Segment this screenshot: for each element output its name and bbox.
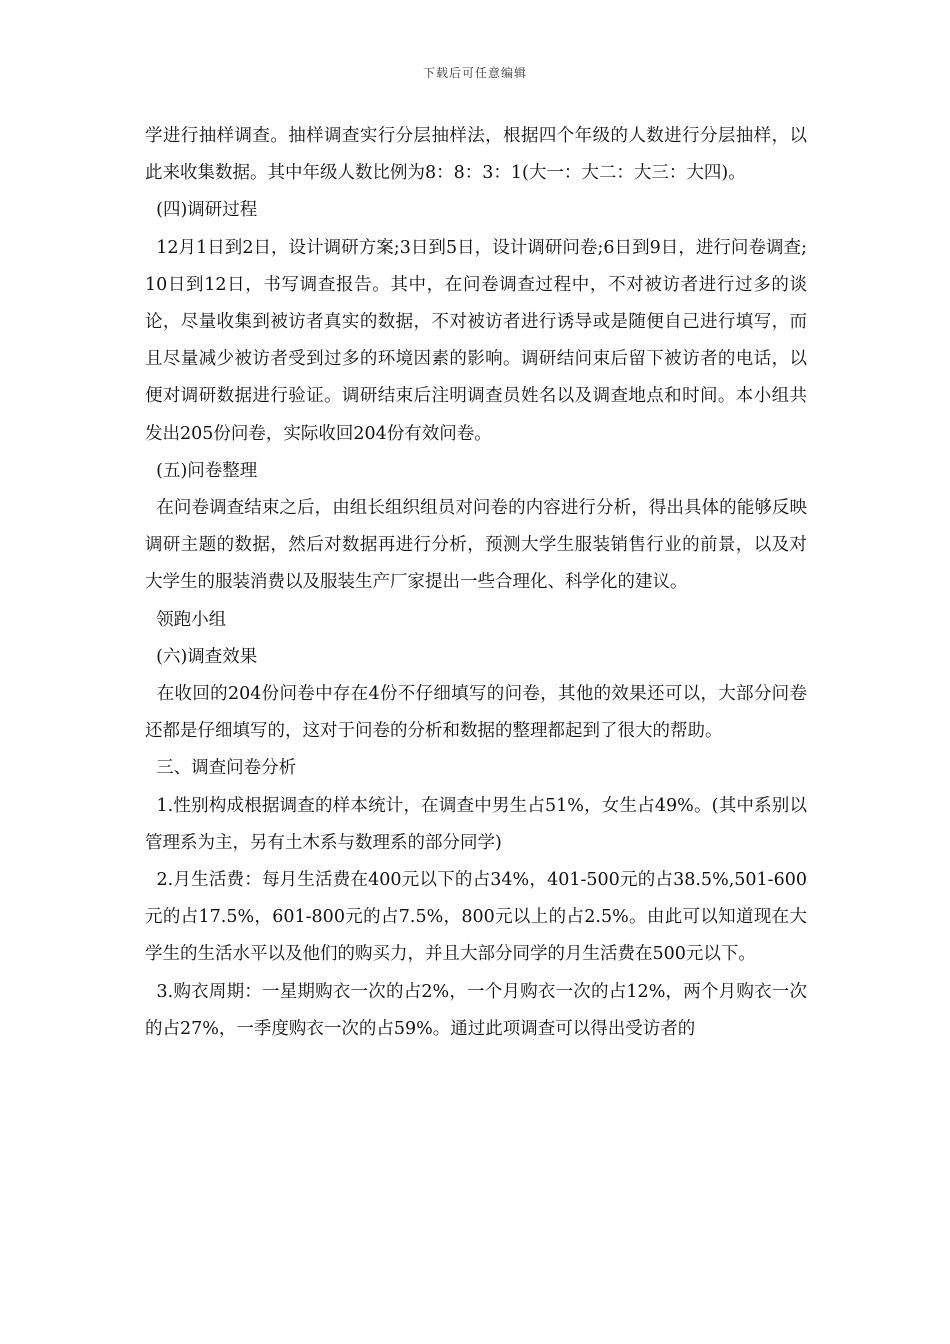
heading-survey-effect: (六)调查效果 bbox=[145, 646, 258, 667]
heading-questionnaire-sorting: (五)问卷整理 bbox=[145, 460, 258, 481]
paragraph-questionnaire-sorting: 在问卷调查结束之后，由组长组织组员对问卷的内容进行分析，得出具体的能够反映调研主题的数据，然后对数据再进行分析，预测大学生服装销售行业的前景，以及对大学生的服装消费以及服装生产厂家提出一些合理化、科学化的建议。 bbox=[145, 498, 807, 593]
paragraph-survey-effect: 在收回的204份问卷中存在4份不仔细填写的问卷，其他的效果还可以，大部分问卷还都是仔细填写的，这对于问卷的分析和数据的整理都起到了很大的帮助。 bbox=[145, 684, 807, 742]
page-header: 下载后可任意编辑 bbox=[422, 66, 527, 80]
group-name: 领跑小组 bbox=[145, 609, 227, 630]
paragraph-clothing-purchase-cycle: 3.购衣周期：一星期购衣一次的占2%，一个月购衣一次的占12%，两个月购衣一次的占27%，一季度购衣一次的占59%。通过此项调查可以得出受访者的 bbox=[145, 981, 807, 1039]
document-body bbox=[145, 118, 807, 1048]
heading-questionnaire-analysis: 三、调查问卷分析 bbox=[145, 758, 297, 779]
heading-research-process: (四)调研过程 bbox=[145, 200, 258, 221]
paragraph-monthly-living-expenses: 2.月生活费：每月生活费在400元以下的占34%，401-500元的占38.5%,501-600元的占17.5%，601-800元的占7.5%，800元以上的占2.5%。由此可以知道现在大学生的生活水平以及他们的购买力，并且大部分同学的月生活费在500元以下。 bbox=[145, 870, 807, 965]
paragraph-research-process: 12月1日到2日，设计调研方案;3日到5日，设计调研问卷;6日到9日，进行问卷调查;10日到12日，书写调查报告。其中，在问卷调查过程中，不对被访者进行过多的谈论，尽量收集到被访者真实的数据，不对被访者进行诱导或是随便自己进行填写，而且尽量减少被访者受到过多的环境因素的影响。调研结问束后留下被访者的电话，以便对调研数据进行验证。调研结束后注明调查员姓名以及调查地点和时间。本小组共发出205份问卷，实际收回204份有效问卷。 bbox=[145, 237, 807, 444]
paragraph-gender-composition: 1.性别构成根据调查的样本统计，在调查中男生占51%，女生占49%。(其中系别以管理系为主，另有土木系与数理系的部分同学) bbox=[145, 795, 807, 853]
paragraph-sampling-method: 学进行抽样调查。抽样调查实行分层抽样法，根据四个年级的人数进行分层抽样，以此来收集数据。其中年级人数比例为8：8：3：1(大一：大二：大三：大四)。 bbox=[145, 126, 807, 184]
